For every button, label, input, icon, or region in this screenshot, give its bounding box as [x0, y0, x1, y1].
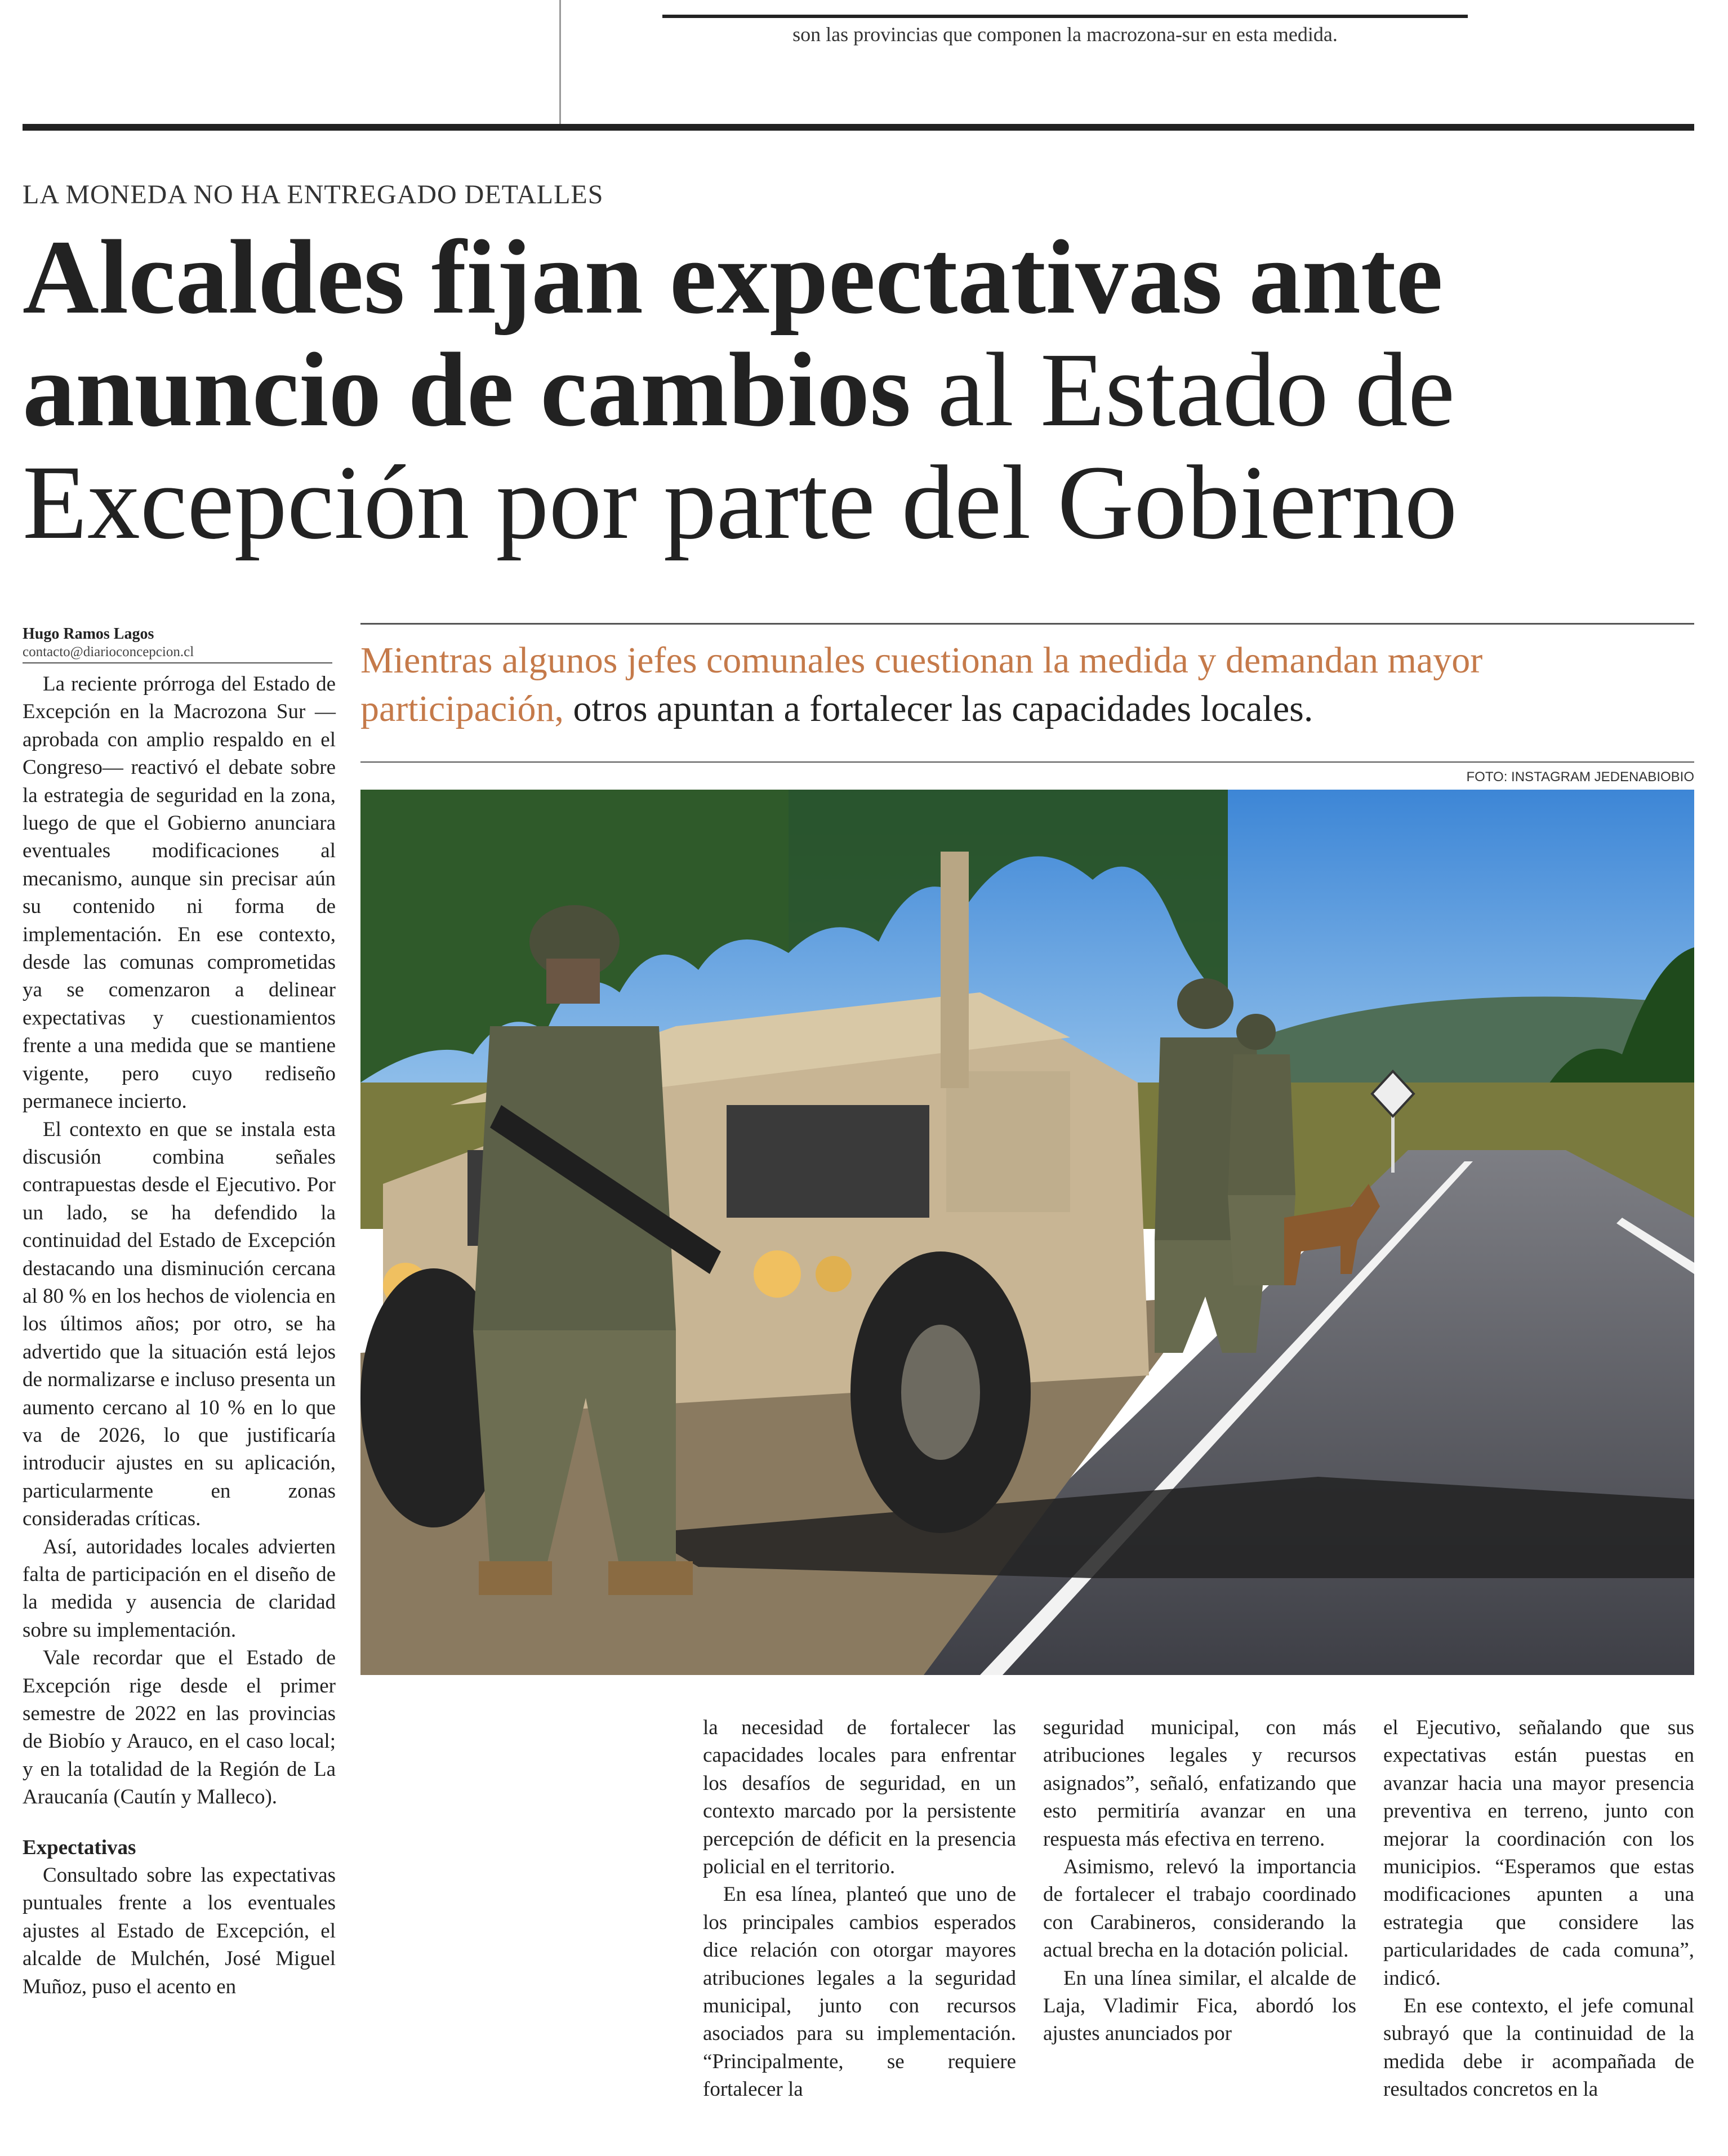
- column-divider: [559, 0, 561, 125]
- deck-rest: otros apuntan a fortalecer las capacidades locales.: [564, 688, 1313, 729]
- byline-email: contacto@diarioconcepcion.cl: [23, 644, 194, 660]
- headline: [23, 218, 1701, 561]
- section-rule: [23, 124, 1694, 131]
- kicker: LA MONEDA NO HA ENTREGADO DETALLES: [23, 180, 604, 210]
- headline-rest: al Estado de Excepción por parte del Gobierno: [23, 331, 1458, 561]
- article-column-4: [1383, 1714, 1694, 2104]
- photo-credit: FOTO: INSTAGRAM JEDENABIOBIO: [1466, 769, 1694, 785]
- top-caption: son las provincias que componen la macrozona-sur en esta medida.: [792, 23, 1338, 46]
- paragraph: En ese contexto, el jefe comunal subrayó que la continuidad de la medida debe ir acompañada de resultados concretos en la: [1383, 1994, 1694, 2101]
- paragraph: El contexto en que se instala esta discusión combina señales contrapuestas desde el Ejecutivo. Por un lado, se ha defendido la continuidad del Estado de Excepción destacando una disminución cercana al 80 % en los hechos de violencia en los últimos años; por otro, se ha advertido que la situación está lejos de normalizarse e incluso presenta un aumento cercano al 10 % en lo que va de 2026, lo que justificaría introducir ajustes en su aplicación, particularmente en zonas consideradas críticas.: [23, 1117, 336, 1531]
- paragraph: Asimismo, relevó la importancia de fortalecer el trabajo coordinado con Carabineros, considerando la actual brecha en la dotación policial.: [1043, 1855, 1356, 1962]
- deck: [360, 636, 1694, 733]
- deck-accent: Mientras algunos jefes comunales cuestionan la medida y demandan mayor participación,: [360, 640, 1483, 729]
- byline-rule: [23, 662, 332, 663]
- paragraph: la necesidad de fortalecer las capacidades locales para enfrentar los desafíos de seguridad, en un contexto marcado por la persistente percepción de déficit en la presencia policial en el territorio.: [703, 1716, 1016, 1879]
- paragraph: el Ejecutivo, señalando que sus expectativas están puestas en avanzar hacia una mayor presencia preventiva en terreno, junto con mejorar la coordinación con los municipios. “Esperamos que estas modificaciones apunten a una estrategia que considere las particularidades de cada comuna”, indicó.: [1383, 1716, 1694, 1990]
- paragraph: En una línea similar, el alcalde de Laja, Vladimir Fica, abordó los ajustes anunciados por: [1043, 1966, 1356, 2046]
- photo-rule: [360, 761, 1694, 763]
- article-column-1: [23, 670, 336, 2001]
- snorkel: [941, 852, 969, 1088]
- paragraph: En esa línea, planteó que uno de los principales cambios esperados dice relación con otorgar mayores atribuciones legales a la seguridad municipal, junto con recursos asociados para su implementación. “Principalmente, se requiere fortalecer la: [703, 1883, 1016, 2101]
- paragraph: La reciente prórroga del Estado de Excepción en la Macrozona Sur —aprobada con amplio respaldo en el Congreso— reactivó el debate sobre la estrategia de seguridad en la zona, luego de que el Gobierno anunciara eventuales modificaciones al mecanismo, aunque sin precisar aún su contenido ni forma de implementación. En ese contexto, desde las comunas comprometidas ya se comenzaron a delinear expectativas y cuestionamientos frente a una medida que se mantiene vigente, pero cuyo rediseño permanece incierto.: [23, 672, 336, 1113]
- top-box-rule: [662, 15, 1468, 18]
- article-column-2: [703, 1714, 1016, 2104]
- photo-scene: [360, 790, 1694, 1675]
- article-photo: [360, 790, 1694, 1675]
- paragraph: seguridad municipal, con más atribuciones legales y recursos asignados”, señaló, enfatizando que esto permitiría avanzar en una respuesta más efectiva en terreno.: [1043, 1716, 1356, 1851]
- article-column-3: [1043, 1714, 1356, 2048]
- byline-author: Hugo Ramos Lagos: [23, 625, 154, 643]
- paragraph: Así, autoridades locales advierten falta de participación en el diseño de la medida y ausencia de claridad sobre su implementación.: [23, 1535, 336, 1642]
- paragraph: Consultado sobre las expectativas puntuales frente a los eventuales ajustes al Estado de Excepción, el alcalde de Mulchén, José Miguel Muñoz, puso el acento en: [23, 1864, 336, 1998]
- subheading: Expectativas: [23, 1836, 136, 1859]
- deck-rule: [360, 623, 1694, 625]
- headline-bold: Alcaldes fijan expectativas ante anuncio de cambios: [23, 218, 1443, 448]
- paragraph: Vale recordar que el Estado de Excepción rige desde el primer semestre de 2022 en las provincias de Biobío y Arauco, en el caso local; y en la totalidad de la Región de La Araucanía (Cautín y Malleco).: [23, 1646, 336, 1809]
